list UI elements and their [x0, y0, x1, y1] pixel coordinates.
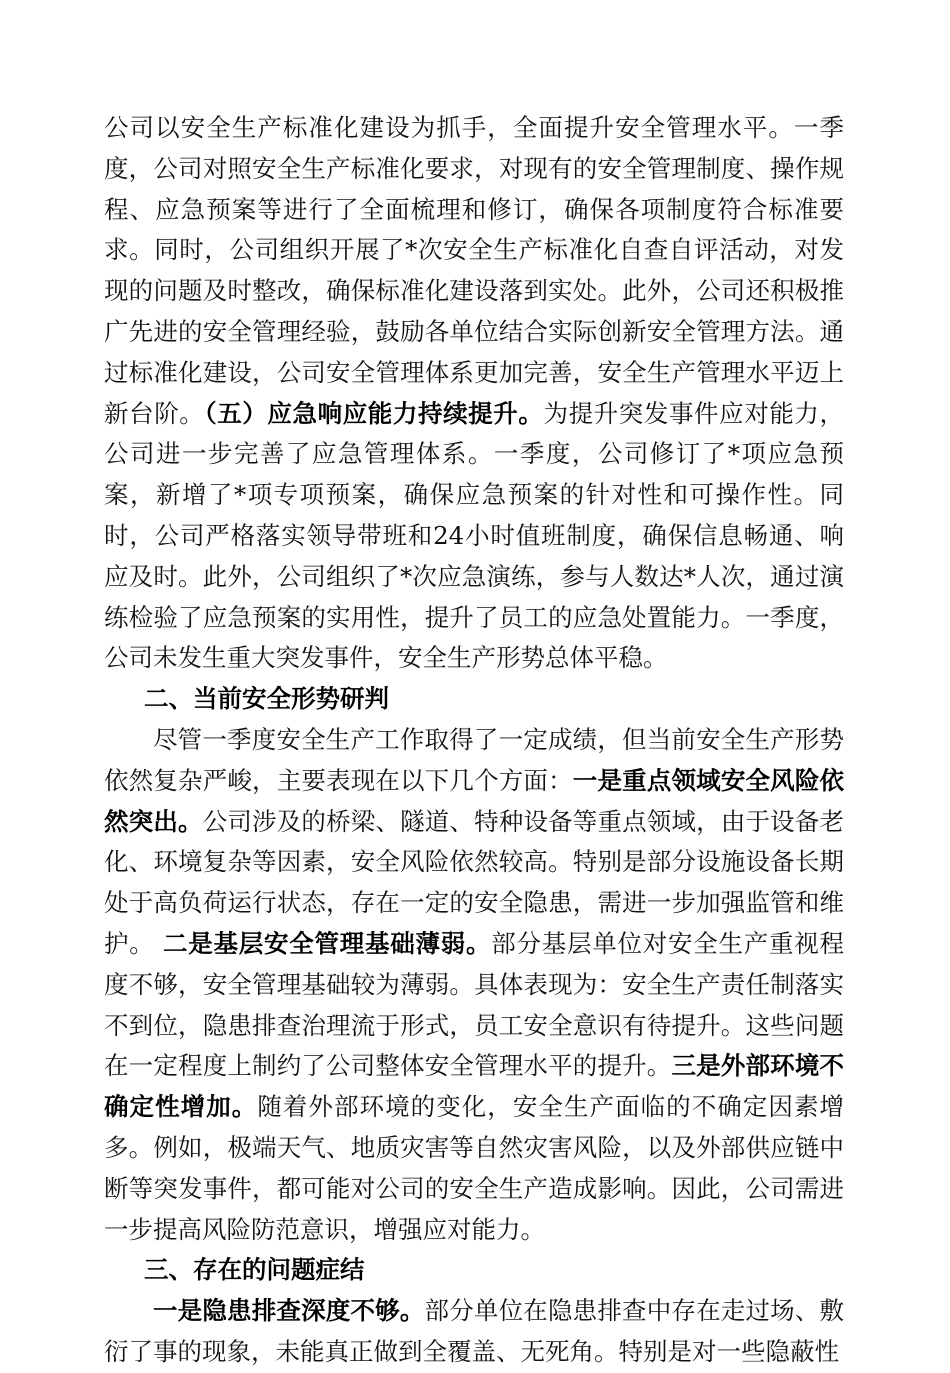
paragraph-text: 部分基层单位对安全生产重视程度不够，安全管理基础较为薄弱。具体表现为：安全生产责任制落实不到位，隐患排查治理流于形式，员工安全意识有待提升。这些问题在一定程度上制约了公司整体安全管理水平的提升。	[104, 928, 845, 1081]
section-heading-situation: 二、当前安全形势研判	[144, 684, 389, 714]
section-subheading-emergency: （五）应急响应能力持续提升。	[204, 398, 544, 428]
paragraph-text: 随着外部环境的变化，安全生产面临的不确定因素增多。例如，极端天气、地质灾害等自然灾害风险，以及外部供应链中断等突发事件，都可能对公司的安全生产造成影响。因此，公司需进一步提高风险防范意识，增强应对能力。	[104, 1092, 845, 1244]
section-heading-problems: 三、存在的问题症结	[144, 1255, 365, 1285]
point-heading-hazard-check: 一是隐患排查深度不够。	[153, 1296, 425, 1326]
point-heading-key-risks: 一是重点领域安全风险依然突出。	[104, 765, 845, 836]
paragraph-problems	[104, 1291, 844, 1373]
paragraph-text: 尽管一季度安全生产工作取得了一定成绩，但当前安全生产形势依然复杂严峻，主要表现在以下几个方面：	[104, 724, 844, 795]
paragraph-text: 部分单位在隐患排查中存在走过场、敷衍了事的现象，未能真正做到全覆盖、无死角。特别是对一些隐蔽性	[104, 1296, 845, 1366]
point-heading-external: 三是外部环境不确定性增加。	[104, 1051, 845, 1122]
document-body	[104, 108, 844, 1373]
paragraph-standardization	[104, 108, 844, 679]
paragraph-text: 为提升突发事件应对能力，公司进一步完善了应急管理体系。一季度，公司修订了*项应急预案，新增了*项专项预案，确保应急预案的针对性和可操作性。同时，公司严格落实领导带班和24小时值班制度，确保信息畅通、响应及时。此外，公司组织了*次应急演练，参与人数达*人次，通过演练检验了应急预案的实用性，提升了员工的应急处置能力。一季度，公司未发生重大突发事件，安全生产形势总体平稳。	[104, 398, 845, 673]
paragraph-situation	[104, 720, 844, 1250]
paragraph-text: 公司以安全生产标准化建设为抓手，全面提升安全管理水平。一季度，公司对照安全生产标准化要求，对现有的安全管理制度、操作规程、应急预案等进行了全面梳理和修订，确保各项制度符合标准要求。同时，公司组织开展了*次安全生产标准化自查自评活动，对发现的问题及时整改，确保标准化建设落到实处。此外，公司还积极推广先进的安全管理经验，鼓励各单位结合实际创新安全管理方法。通过标准化建设，公司安全管理体系更加完善，安全生产管理水平迈上新台阶。	[104, 113, 844, 428]
point-heading-grassroots: 二是基层安全管理基础薄弱。	[163, 928, 492, 958]
paragraph-text: 公司涉及的桥梁、隧道、特种设备等重点领域，由于设备老化、环境复杂等因素，安全风险依然较高。特别是部分设施设备长期处于高负荷运行状态，存在一定的安全隐患，需进一步加强监管和维护。	[104, 806, 845, 958]
